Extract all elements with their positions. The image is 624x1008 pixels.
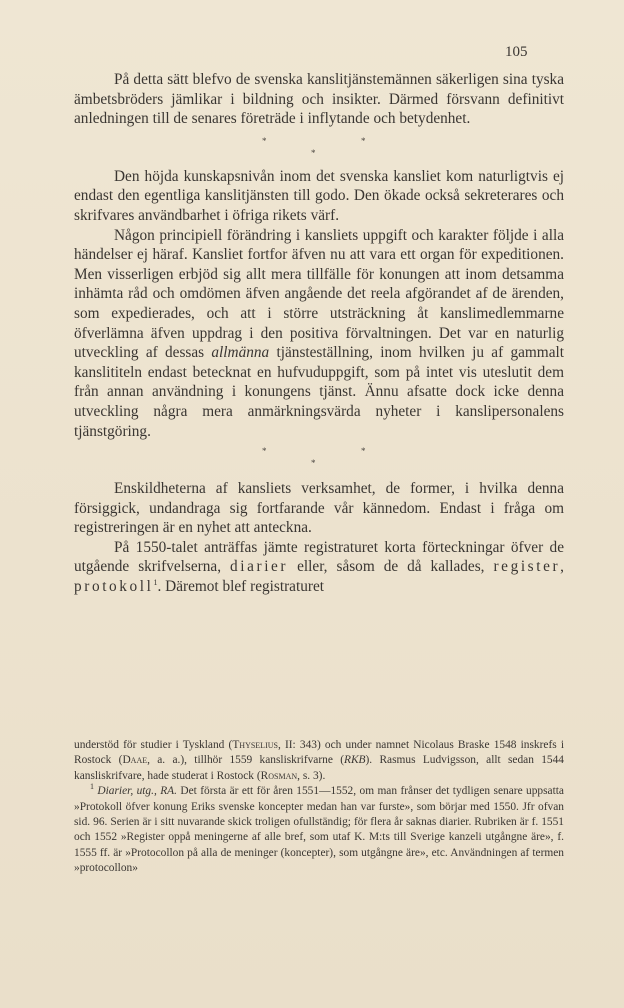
emphasized-word: allmänna: [211, 344, 270, 362]
spaced-term: diarier: [230, 558, 289, 576]
spaced-term: protokoll: [74, 578, 154, 596]
spaced-term: register: [493, 558, 561, 576]
paragraph: Någon principiell förändring i kansliets uppgift och karakter följde i alla händelser ej häraf. Kansliet fortfor äfven nu att vara ett organ för expeditionen. Men visserligen erbjöd sig allt mera tillfälle för konungen att inom detsamma inhämta råd och omdömen äfven angående det reela afgörandet af de ärenden, som expedierades, och att i större utsträckning åt kanslimedlemmarne öfverlämna äfven uppdrag i den positiva förvaltningen. Det var en naturlig utveckling af dessas allmänna tjänsteställning, inom hvilken ju af gammalt kanslititeln endast betecknat en hufvuduppgift, som på intet vis uteslutit dem från annan användning i konungens tjänst. Ännu afsatte dock icke denna utveckling några mera anmärkningsvärda nyheter i kanslipersonalens tjänstgöring.: [74, 226, 564, 440]
asterisk: *: [262, 446, 267, 457]
body-text: [74, 70, 564, 597]
asterisk: *: [311, 458, 316, 469]
footnote-number: 1: [90, 782, 94, 792]
footnote: $^1$ Diarier, utg., RA. Det första är ett för åren 1551—1552, om man frånser det tydligen senare uppsatta »Protokoll öfver konung Eriks svenske koncepter medan han var furste», som börjar med 1550. Jfr ofvan sid. 96. Serien är i sitt nuvarande skick troligen ofullständig; för flera år saknas diarier. Rubriken är f. 1551 och 1552 »Register oppå meningerne af alle bref, som utaf K. M:ts till Sverige kanzeli utgångne äre», f. 1555 ff. är »Protocollon på alla de meninger (koncepter), som utgångne äre», etc. Användningen af termen »protocollon»: [74, 782, 564, 875]
asterisk: *: [262, 135, 267, 146]
footnotes: [74, 738, 564, 877]
asterisk: *: [311, 147, 316, 158]
paragraph: På detta sätt blefvo de svenska kanslitjänstemännen säkerligen sina tyska ämbetsbröders jämlikar i bildning och insikter. Därmed försvann definitivt anledningen till de senares företräde i inflytande och betydenhet.: [74, 71, 564, 128]
asterisk: *: [361, 446, 366, 457]
asterisk: *: [361, 135, 366, 146]
paragraph: På 1550-talet anträffas jämte registraturet korta förteckningar öfver de utgående skrifvelserna, diarier eller, såsom de då kallades, register, protokoll$^1$. Däremot blef registraturet: [74, 538, 564, 596]
footnote-marker: 1: [153, 577, 158, 587]
page-number: 105: [505, 44, 528, 60]
section-separator: [74, 441, 564, 479]
paragraph: Den höjda kunskapsnivån inom det svenska kansliet kom naturligtvis ej endast den egentliga kanslitjänsten till godo. Den ökade också sekreterares och skrifvares användbarhet i öfriga rikets värf.: [74, 167, 564, 224]
paragraph: Enskildheterna af kansliets verksamhet, de former, i hvilka denna försiggick, undandraga sig fortfarande vår kännedom. Endast i fråga om registreringen är en nyhet att anteckna.: [74, 480, 564, 537]
section-separator: [74, 129, 564, 167]
footnote-continuation: understöd för studier i Tyskland (Thyselius, II: 343) och under namnet Nicolaus Braske 1548 inskrefs i Rostock (Daae, a. a.), tillhör 1559 kansliskrifvarne (RKB). Rasmus Ludvigsson, allt sedan 1544 kansliskrifvare, hade studerat i Rostock (Rosman, s. 3).: [74, 739, 565, 782]
